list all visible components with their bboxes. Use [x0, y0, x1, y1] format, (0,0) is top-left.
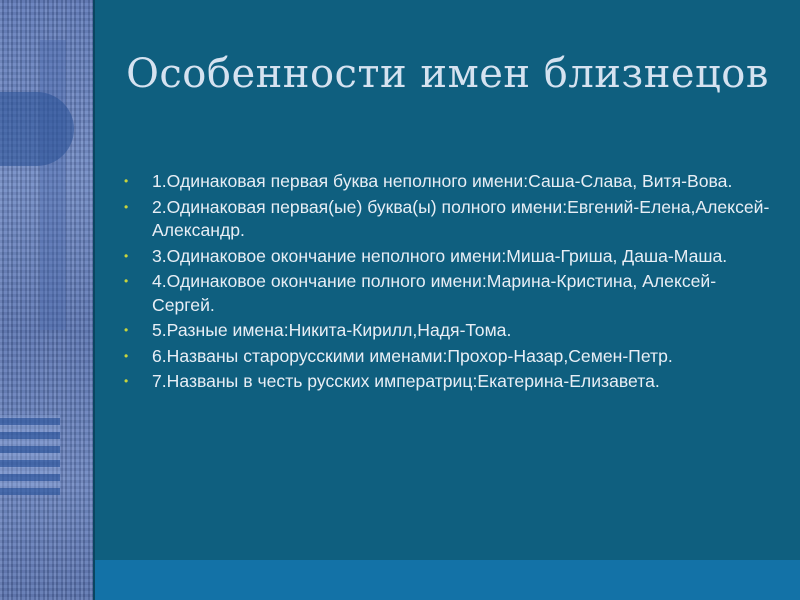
- bullet-text: 5.Разные имена:Никита-Кирилл,Надя-Тома.: [152, 320, 512, 340]
- bullet-icon: •: [124, 199, 129, 214]
- bullet-list: [124, 170, 774, 396]
- decorative-stripes: [0, 415, 60, 495]
- bullet-item: [124, 170, 774, 194]
- bullet-icon: •: [124, 274, 129, 288]
- bullet-icon: •: [124, 174, 129, 188]
- slide-title: Особенности имен близнецов: [126, 51, 769, 97]
- bullet-text: 1.Одинаковая первая буква неполного имени:Саша-Слава, Витя-Вова.: [152, 171, 733, 191]
- bullet-item: [124, 319, 774, 343]
- bullet-item: [124, 270, 774, 317]
- bullet-text: 4.Одинаковое окончание полного имени:Марина-Кристина, Алексей-Сергей.: [152, 271, 717, 315]
- bullet-icon: •: [124, 374, 129, 388]
- bullet-text: 2.Одинаковая первая(ые) буква(ы) полного имени:Евгений-Елена,Алексей-Александр.: [152, 196, 770, 240]
- bottom-bar: [95, 560, 800, 600]
- decorative-bar: [40, 40, 66, 330]
- bullet-icon: •: [124, 348, 129, 363]
- bullet-item: [124, 345, 774, 369]
- decorative-circle: [0, 92, 74, 166]
- bullet-text: 7.Названы в честь русских императриц:Екатерина-Елизавета.: [152, 371, 660, 391]
- bullet-text: 6.Названы старорусскими именами:Прохор-Назар,Семен-Петр.: [152, 345, 673, 366]
- bullet-item: [124, 370, 774, 394]
- bullet-text: 3.Одинаковое окончание неполного имени:Миша-Гриша, Даша-Маша.: [152, 245, 728, 266]
- bullet-item: [124, 196, 774, 243]
- bullet-icon: •: [124, 323, 129, 337]
- bullet-item: [124, 245, 774, 269]
- bullet-icon: •: [124, 248, 129, 263]
